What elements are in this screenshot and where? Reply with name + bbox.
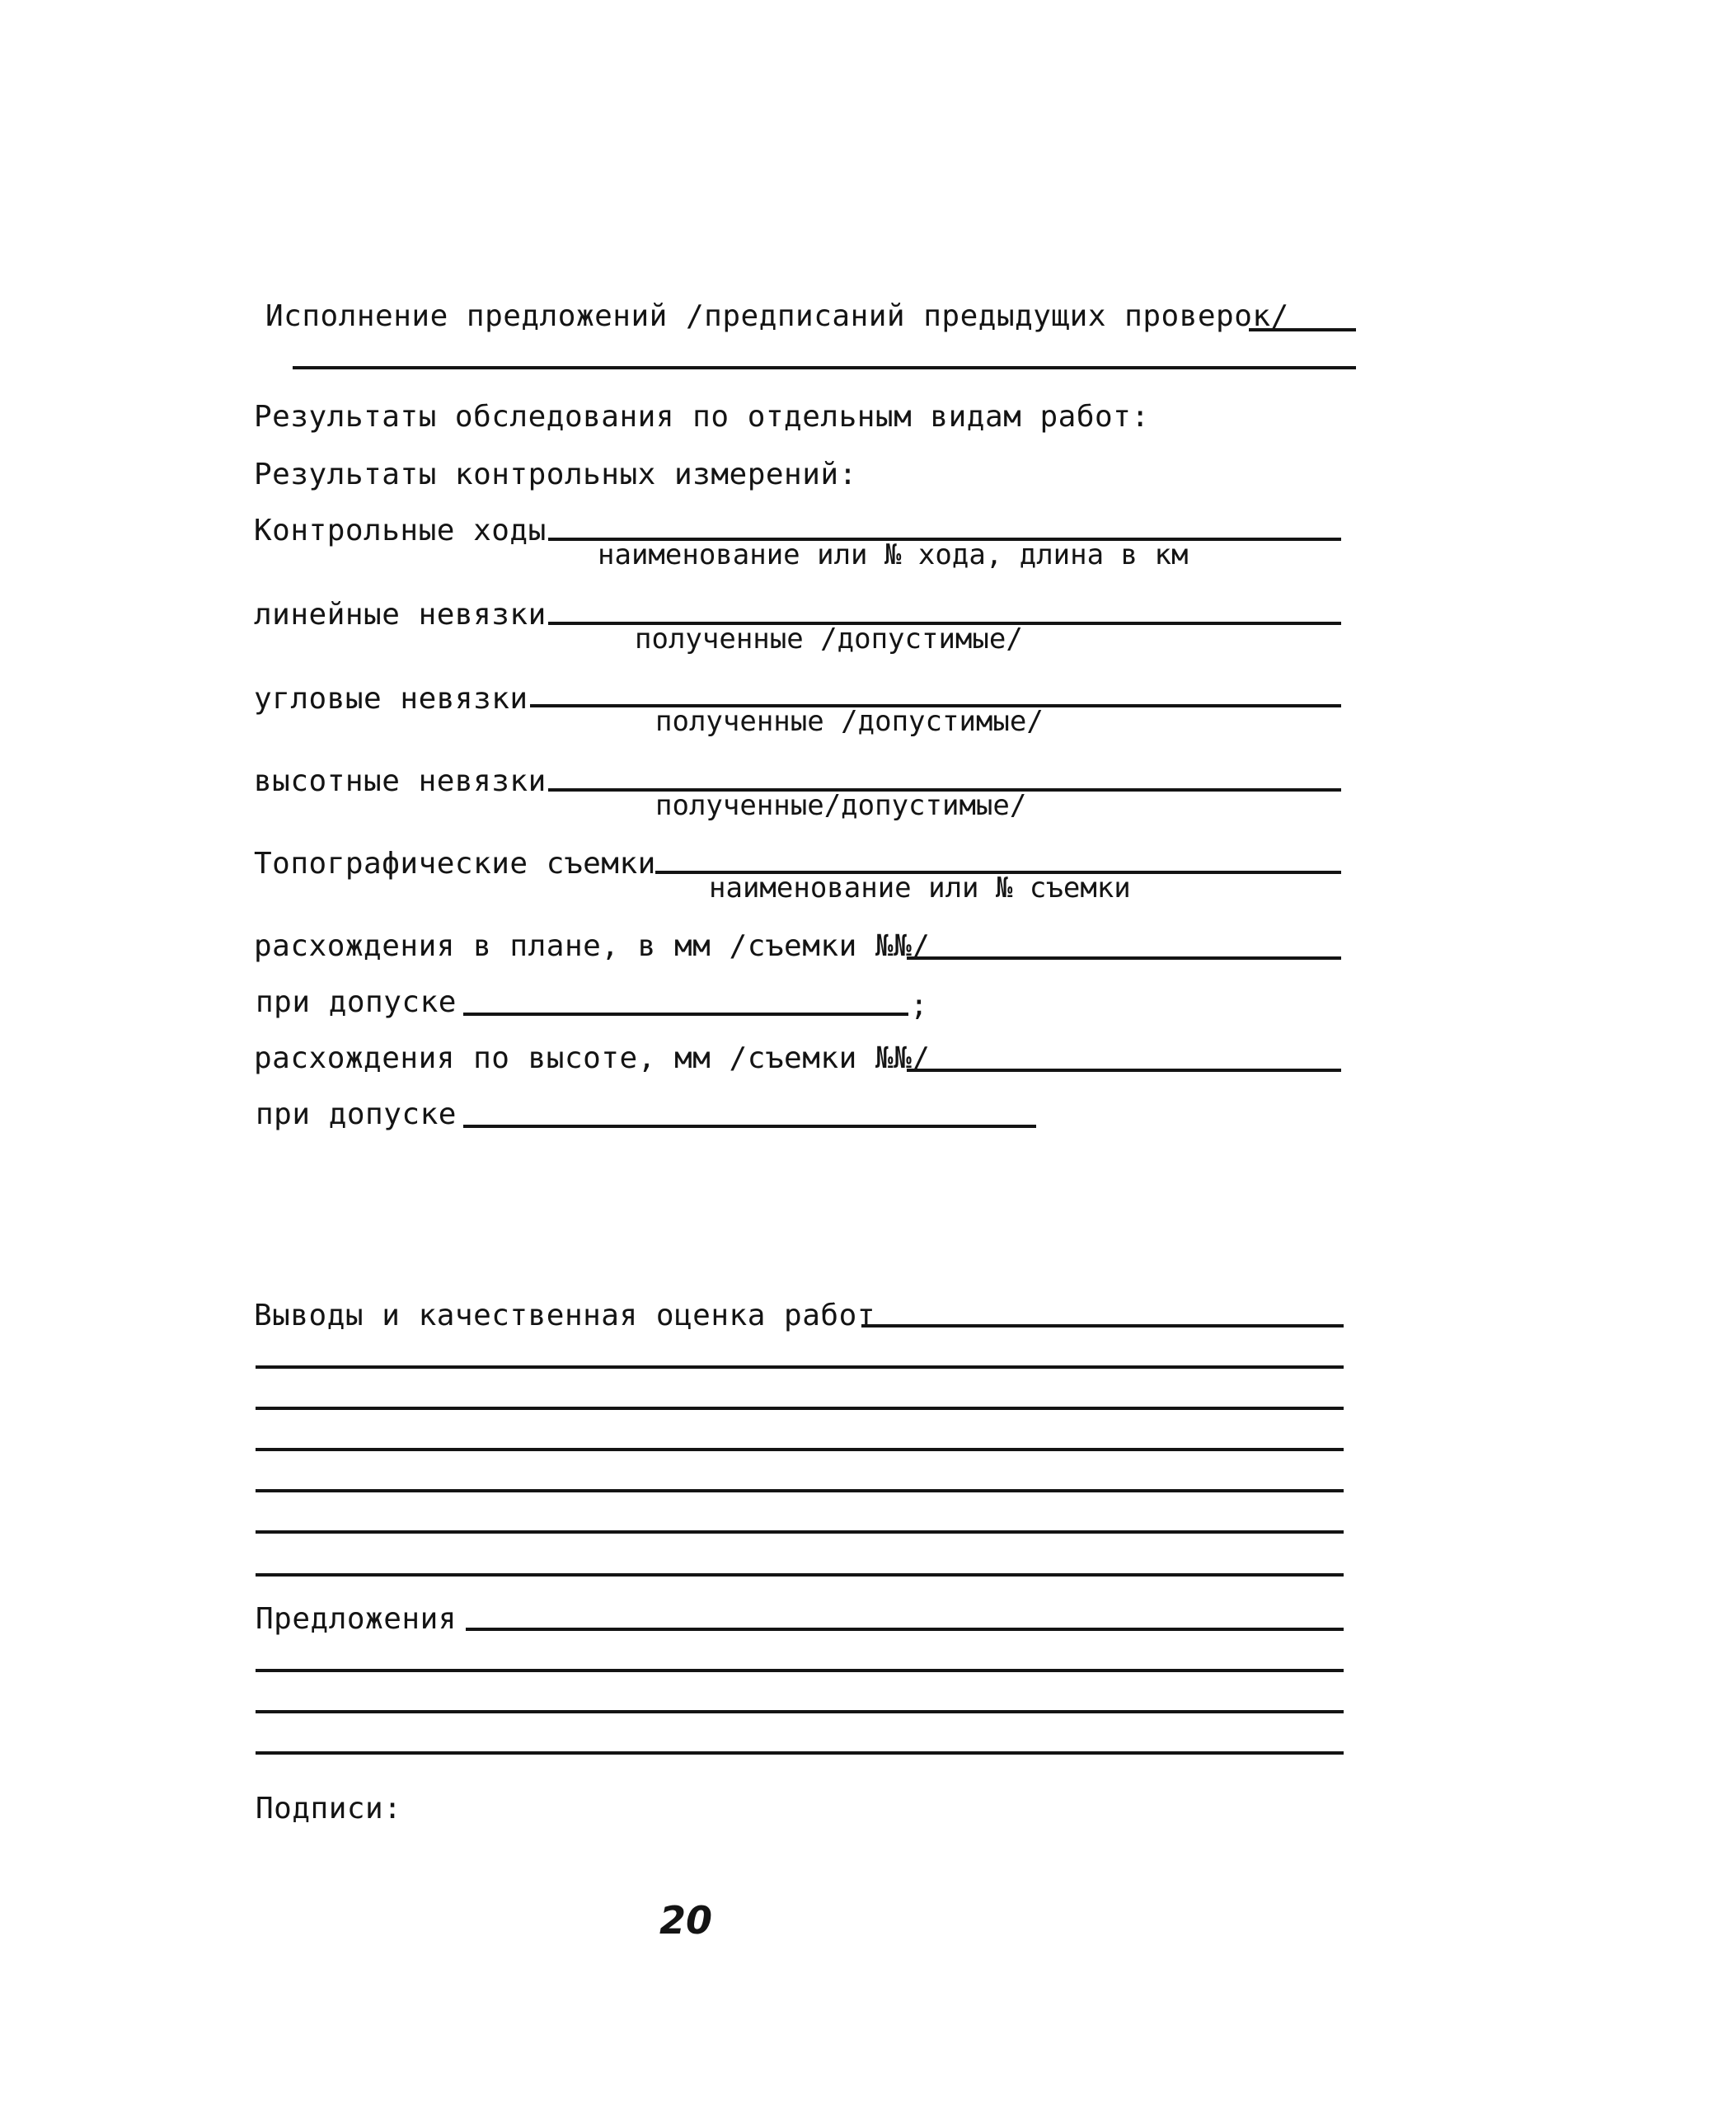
prev-checks-line[interactable] (1249, 328, 1356, 331)
conclusions-line[interactable] (861, 1324, 1344, 1328)
tolerance-label: при допуске (256, 985, 457, 1019)
survey-results-heading: Результаты обследования по отдельным видам работ: (254, 400, 1150, 434)
proposals-line[interactable] (256, 1710, 1344, 1713)
tolerance-separator: ; (910, 989, 929, 1022)
page-number: 20 (659, 1898, 713, 1943)
tolerance-line[interactable] (463, 1013, 908, 1016)
prev-checks-line-2[interactable] (293, 366, 1356, 369)
prev-checks-label: Исполнение предложений /предписаний предыдущих проверок/ (265, 299, 1289, 333)
conclusions-line[interactable] (256, 1573, 1344, 1577)
conclusions-line[interactable] (256, 1365, 1344, 1369)
tolerance2-label: при допуске (256, 1097, 457, 1131)
height-misclosures-label: высотные невязки (254, 764, 547, 798)
conclusions-label: Выводы и качественная оценка работ (254, 1299, 875, 1332)
control-traverses-hint: наименование или № хода, длина в км (598, 538, 1189, 571)
conclusions-line[interactable] (256, 1489, 1344, 1492)
conclusions-line[interactable] (256, 1448, 1344, 1451)
plan-discrepancy-label: расхождения в плане, в мм /съемки №№/ (254, 929, 931, 963)
topo-surveys-label: Топографические съемки (254, 847, 656, 881)
signatures-label: Подписи: (256, 1792, 402, 1826)
control-measurements-heading: Результаты контрольных измерений: (254, 458, 857, 491)
height-discrepancy-line[interactable] (907, 1069, 1341, 1072)
proposals-line[interactable] (256, 1669, 1344, 1672)
proposals-label: Предложения (256, 1602, 457, 1636)
height-misclosures-hint: полученные/допустимые/ (655, 789, 1027, 822)
conclusions-line[interactable] (256, 1530, 1344, 1534)
plan-discrepancy-line[interactable] (907, 956, 1341, 960)
control-traverses-label: Контрольные ходы (254, 514, 547, 547)
tolerance2-line[interactable] (463, 1125, 1036, 1128)
conclusions-line[interactable] (256, 1407, 1344, 1410)
topo-surveys-hint: наименование или № съемки (709, 872, 1131, 905)
angular-misclosures-label: угловые невязки (254, 682, 528, 716)
proposals-line[interactable] (466, 1628, 1344, 1631)
height-discrepancy-label: расхождения по высоте, мм /съемки №№/ (254, 1041, 931, 1075)
linear-misclosures-hint: полученные /допустимые/ (635, 623, 1023, 656)
angular-misclosures-hint: полученные /допустимые/ (655, 705, 1044, 738)
linear-misclosures-label: линейные невязки (254, 598, 547, 632)
proposals-line[interactable] (256, 1751, 1344, 1755)
